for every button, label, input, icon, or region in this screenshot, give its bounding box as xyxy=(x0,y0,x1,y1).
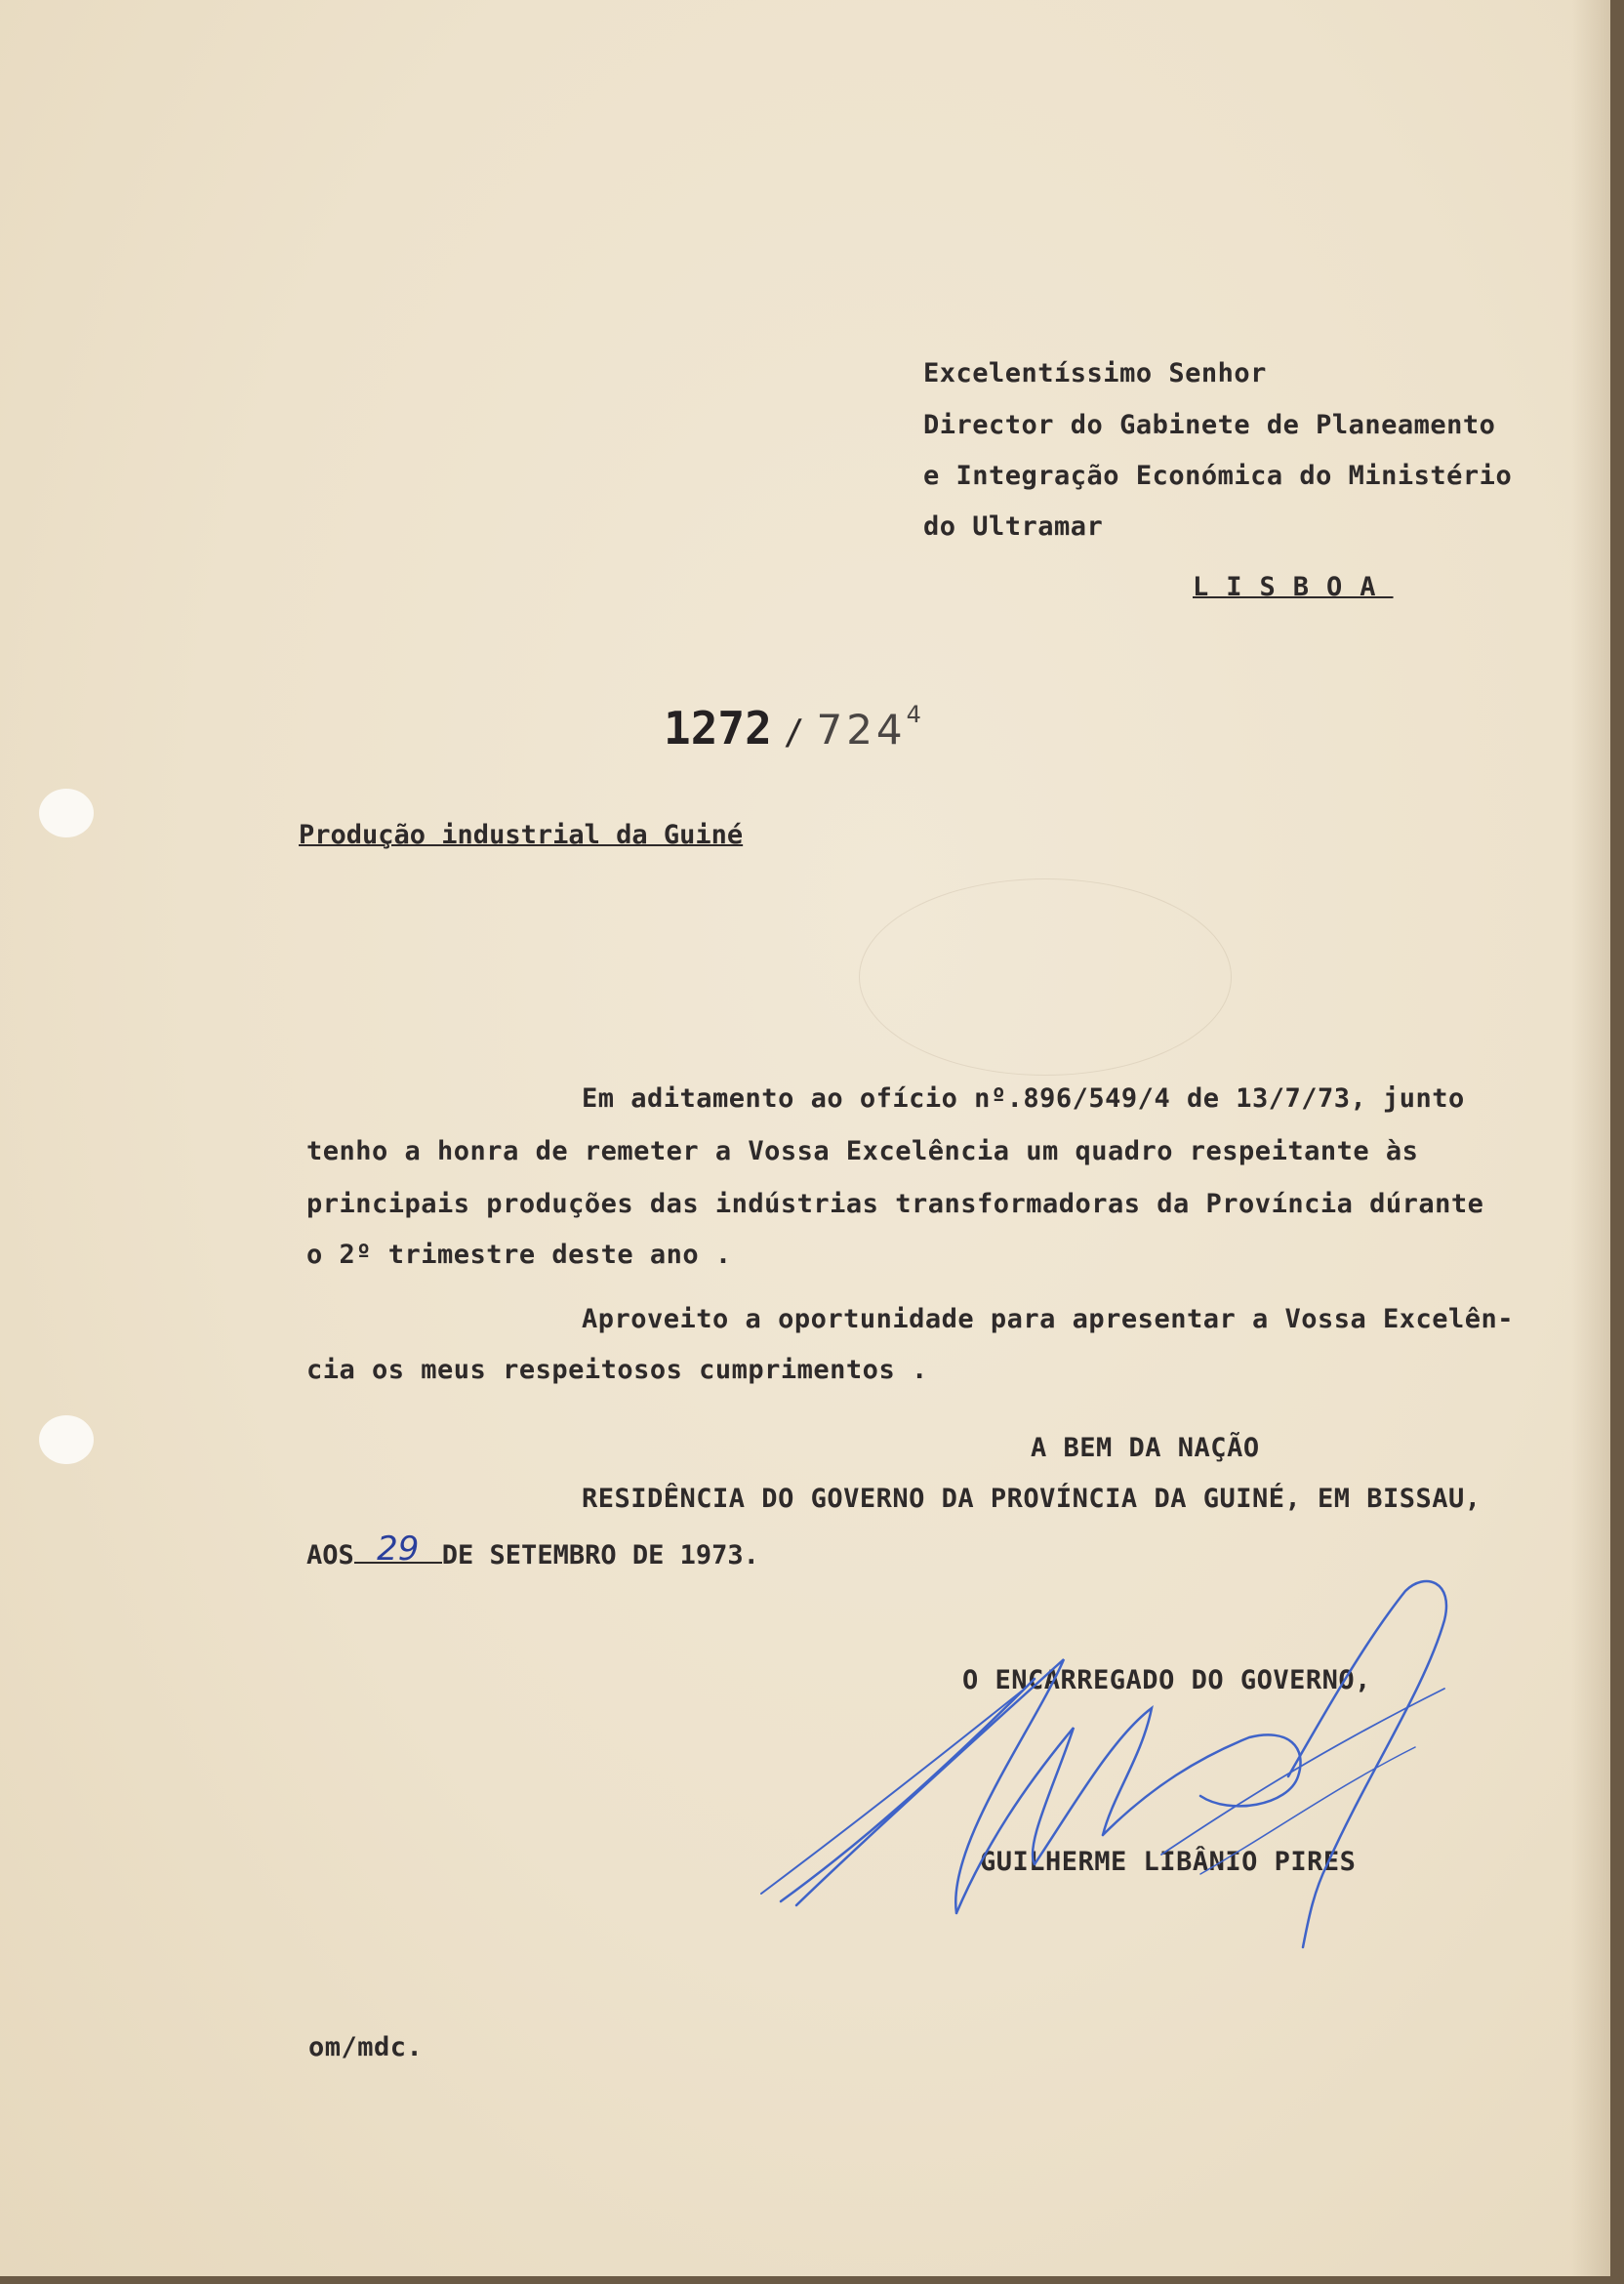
closing-motto: A BEM DA NAÇÃO xyxy=(1031,1433,1260,1463)
signatory-name: GUILHERME LIBÂNIO PIRES xyxy=(980,1847,1357,1877)
paper-crease xyxy=(859,878,1232,1076)
typist-initials: om/mdc. xyxy=(308,2032,424,2062)
recipient-salutation: Excelentíssimo Senhor xyxy=(923,358,1267,388)
punch-hole-bottom xyxy=(39,1415,94,1464)
body-paragraph-1-line-1: Em aditamento ao ofício nº.896/549/4 de 13/7/73, junto xyxy=(582,1083,1465,1114)
signatory-role: O ENCARREGADO DO GOVERNO, xyxy=(962,1665,1371,1695)
body-paragraph-1-line-3: principais produções das indústrias transformadoras da Província dúrante xyxy=(306,1189,1484,1219)
reference-number xyxy=(664,701,921,755)
date-day-handwritten: 29 xyxy=(354,1536,442,1564)
page-edge-shadow xyxy=(1571,0,1610,2276)
body-paragraph-1-line-2: tenho a honra de remeter a Vossa Excelência um quadro respeitante às xyxy=(306,1136,1419,1166)
reference-main-number: 1272 xyxy=(664,702,772,755)
closing-place: RESIDÊNCIA DO GOVERNO DA PROVÍNCIA DA GUINÉ, EM BISSAU, xyxy=(582,1484,1482,1514)
recipient-line-1: Director do Gabinete de Planeamento xyxy=(923,410,1496,440)
reference-separator: / xyxy=(783,713,805,753)
punch-hole-top xyxy=(39,789,94,837)
closing-date xyxy=(306,1529,759,1570)
body-paragraph-1-line-4: o 2º trimestre deste ano . xyxy=(306,1240,732,1270)
date-suffix: DE SETEMBRO DE 1973. xyxy=(441,1540,759,1570)
recipient-line-2: e Integração Económica do Ministério xyxy=(923,461,1513,491)
body-paragraph-2-line-1: Aproveito a oportunidade para apresentar a Vossa Excelên- xyxy=(582,1304,1515,1334)
recipient-line-3: do Ultramar xyxy=(923,511,1104,542)
body-paragraph-2-line-2: cia os meus respeitosos cumprimentos . xyxy=(306,1355,928,1385)
date-prefix: AOS xyxy=(306,1540,354,1570)
recipient-city: LISBOA xyxy=(1193,572,1394,602)
handwritten-signature xyxy=(742,1552,1483,1962)
reference-stamp-suffix: 4 xyxy=(906,701,921,728)
reference-stamp-number: 724 xyxy=(816,706,907,754)
subject-line: Produção industrial da Guiné xyxy=(299,820,744,850)
